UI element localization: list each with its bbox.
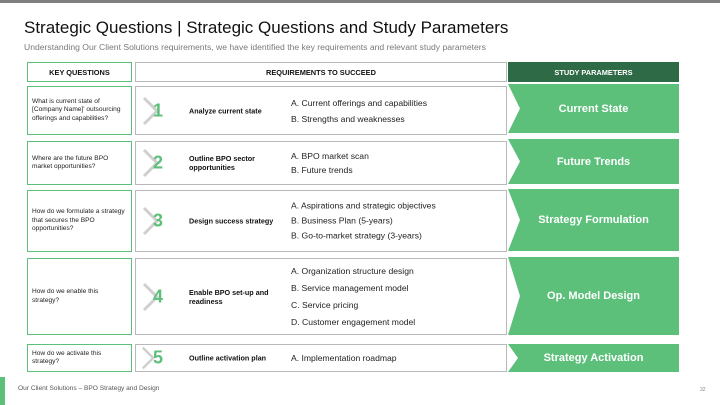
footer-text: Our Client Solutions – BPO Strategy and Design bbox=[18, 385, 160, 392]
requirement-item: B. Strengths and weaknesses bbox=[291, 113, 405, 124]
requirement-item: B. Business Plan (5-years) bbox=[291, 215, 393, 226]
study-parameter-4 bbox=[508, 257, 679, 335]
key-question-1 bbox=[27, 86, 132, 135]
study-parameter-2 bbox=[508, 139, 679, 184]
step-number: 3 bbox=[153, 210, 164, 231]
study-parameter-1 bbox=[508, 84, 679, 133]
requirement-label: Outline activation plan bbox=[189, 353, 267, 363]
step-number: 4 bbox=[153, 286, 164, 306]
requirement-item: A. BPO market scan bbox=[291, 151, 369, 161]
requirement-items bbox=[291, 263, 415, 331]
column-header-key-questions: KEY QUESTIONS bbox=[27, 62, 132, 82]
requirement-items bbox=[291, 199, 436, 244]
study-parameter-label: Strategy Activation bbox=[543, 352, 644, 364]
key-question-2 bbox=[27, 141, 132, 185]
study-parameter-5 bbox=[508, 344, 679, 372]
key-question-4 bbox=[27, 258, 132, 335]
requirement-row-5 bbox=[135, 344, 507, 372]
key-question-text: Where are the future BPO market opportunities? bbox=[32, 154, 109, 170]
column-header-study-parameters: STUDY PARAMETERS bbox=[508, 62, 679, 82]
top-rule bbox=[0, 0, 720, 3]
study-parameter-3 bbox=[508, 189, 679, 251]
step-number: 1 bbox=[153, 100, 164, 120]
key-question-text: How do we activate this strategy? bbox=[32, 349, 102, 365]
key-question-5 bbox=[27, 344, 132, 372]
study-parameter-label: Strategy Formulation bbox=[538, 214, 649, 226]
study-parameter-label: Op. Model Design bbox=[547, 290, 640, 302]
requirement-label: Design success strategy bbox=[189, 216, 274, 226]
study-parameter-label: Future Trends bbox=[556, 155, 631, 168]
requirement-row-1 bbox=[135, 86, 507, 135]
page-number: 32 bbox=[700, 387, 706, 393]
requirement-row-2 bbox=[135, 141, 507, 185]
key-question-text: How do we enable this strategy? bbox=[32, 288, 99, 304]
page-title: Strategic Questions | Strategic Questions and Study Parameters bbox=[24, 18, 509, 37]
requirement-item: A. Aspirations and strategic objectives bbox=[291, 200, 436, 211]
key-question-text: What is current state of [Company Name]' outsourcing offerings and capabilities? bbox=[32, 97, 121, 122]
requirement-item: B. Service management model bbox=[291, 282, 409, 293]
requirement-item: A. Current offerings and capabilities bbox=[291, 97, 427, 108]
requirement-label: Outline BPO sector opportunities bbox=[189, 154, 255, 172]
requirement-items bbox=[291, 149, 369, 177]
step-number: 2 bbox=[153, 152, 164, 173]
requirement-item: A. Implementation roadmap bbox=[291, 353, 397, 363]
footer-accent-bar bbox=[0, 377, 5, 405]
page-subtitle: Understanding Our Client Solutions requirements, we have identified the key requirements and relevant study parameters bbox=[24, 42, 486, 52]
key-question-3 bbox=[27, 190, 132, 252]
requirement-row-4 bbox=[135, 258, 507, 335]
requirement-label: Enable BPO set-up and readiness bbox=[189, 287, 269, 306]
requirement-item: D. Customer engagement model bbox=[291, 316, 416, 327]
study-parameter-label: Current State bbox=[558, 102, 629, 115]
requirement-label: Analyze current state bbox=[189, 106, 262, 115]
requirement-item: A. Organization structure design bbox=[291, 265, 414, 276]
requirement-items bbox=[291, 95, 427, 127]
requirement-item: C. Service pricing bbox=[291, 299, 359, 310]
key-question-text: How do we formulate a strategy that secures the BPO opportunities? bbox=[32, 208, 125, 233]
step-number: 5 bbox=[153, 347, 164, 368]
column-header-requirements: REQUIREMENTS TO SUCCEED bbox=[135, 62, 507, 82]
requirement-items bbox=[291, 352, 397, 364]
requirement-item: B. Go-to-market strategy (3-years) bbox=[291, 230, 422, 241]
requirement-row-3 bbox=[135, 190, 507, 252]
requirement-item: B. Future trends bbox=[291, 165, 353, 175]
